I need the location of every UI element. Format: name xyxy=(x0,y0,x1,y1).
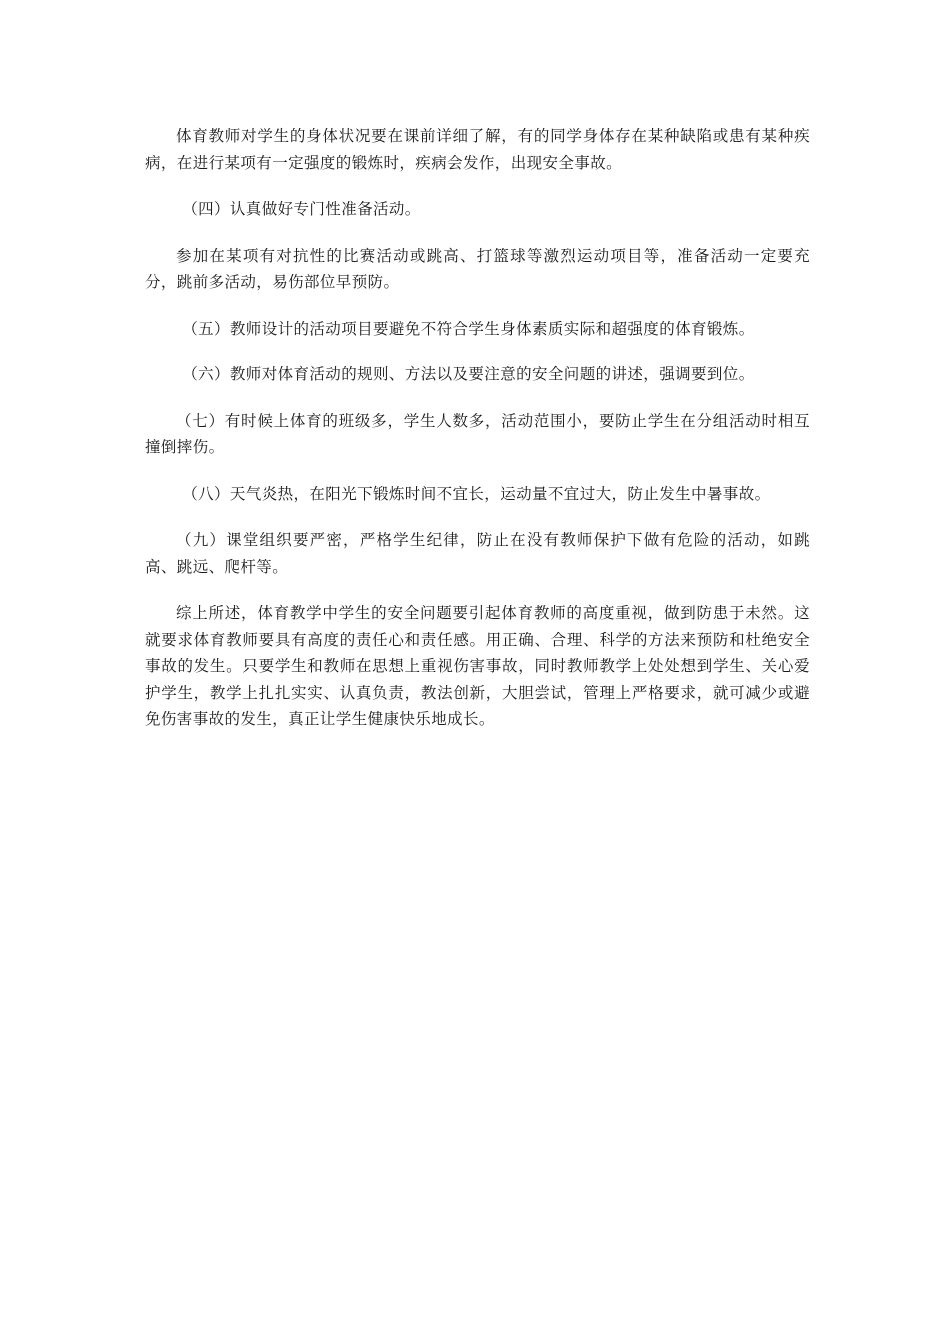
paragraph-heading-7: （七）有时候上体育的班级多，学生人数多，活动范围小，要防止学生在分组活动时相互撞倒摔伤。 xyxy=(145,411,810,456)
paragraph-body-2: 参加在某项有对抗性的比赛活动或跳高、打篮球等激烈运动项目等，准备活动一定要充分，跳前多活动，易伤部位早预防。 xyxy=(145,246,810,291)
paragraph-body-1: 体育教师对学生的身体状况要在课前详细了解，有的同学身体存在某种缺陷或患有某种疾病，在进行某项有一定强度的锻炼时，疾病会发作，出现安全事故。 xyxy=(145,127,810,172)
document-page xyxy=(145,123,810,749)
paragraph-heading-5: （五）教师设计的活动项目要避免不符合学生身体素质实际和超强度的体育锻炼。 xyxy=(182,319,755,338)
paragraph-heading-8: （八）天气炎热，在阳光下锻炼时间不宜长，运动量不宜过大，防止发生中暑事故。 xyxy=(182,484,771,503)
paragraph-heading-6: （六）教师对体育活动的规则、方法以及要注意的安全问题的讲述，强调要到位。 xyxy=(182,365,755,383)
paragraph-heading-4: （四）认真做好专门性准备活动。 xyxy=(182,200,421,218)
paragraph-heading-9: （九）课堂组织要严密，严格学生纪律，防止在没有教师保护下做有危险的活动，如跳高、跳远、爬杆等。 xyxy=(145,531,810,576)
paragraph-conclusion: 综上所述，体育教学中学生的安全问题要引起体育教师的高度重视，做到防患于未然。这就要求体育教师要具有高度的责任心和责任感。用正确、合理、科学的方法来预防和杜绝安全事故的发生。只要学生和教师在思想上重视伤害事故，同时教师教学上处处想到学生、关心爱护学生，教学上扎扎实实、认真负责，教法创新，大胆尝试，管理上严格要求，就可减少或避免伤害事故的发生，真正让学生健康快乐地成长。 xyxy=(145,604,810,728)
